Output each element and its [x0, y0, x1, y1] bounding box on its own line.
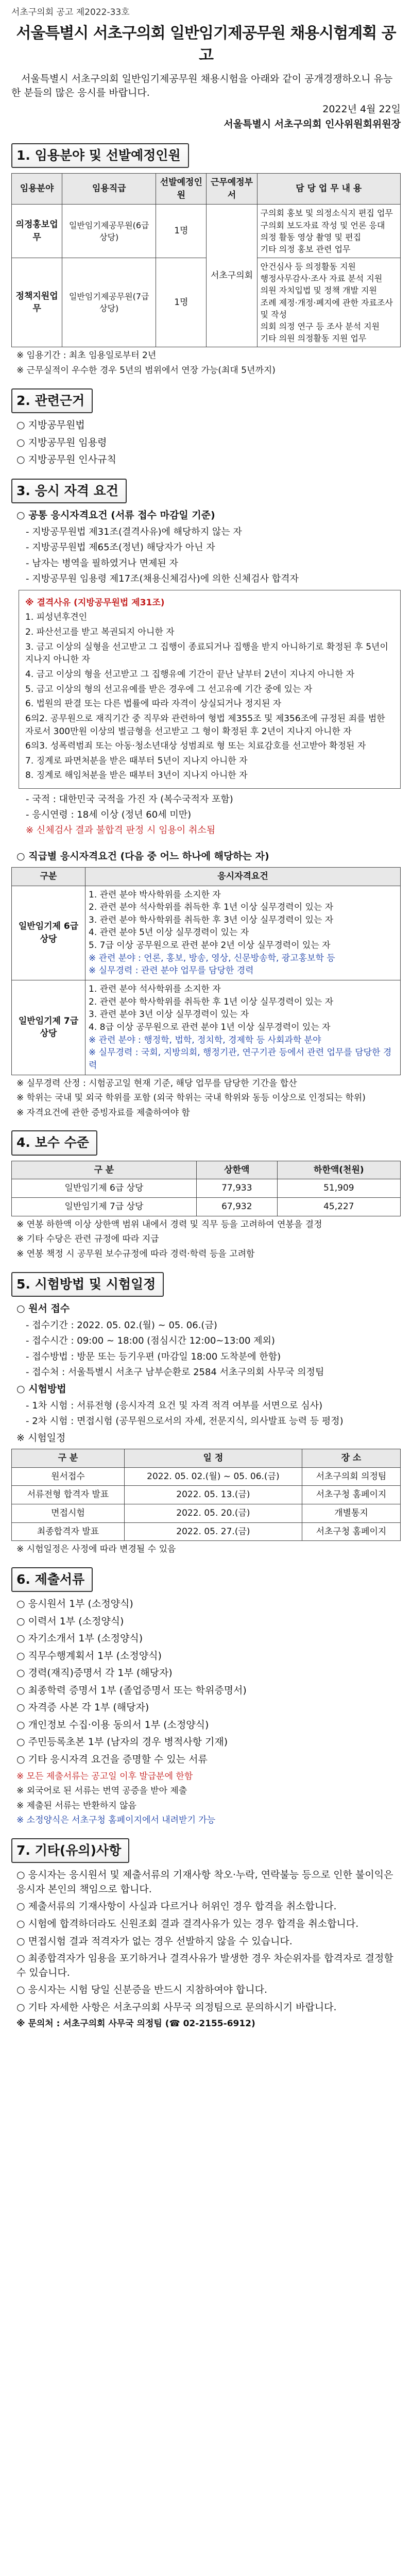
req-cell	[85, 886, 401, 980]
grade-cell: 일반임기제 7급 상당	[12, 1197, 197, 1216]
list-item: ○ 기타 자세한 사항은 서초구의회 사무국 의정팀으로 문의하시기 바랍니다.	[16, 2001, 337, 2013]
req-item: 2. 관련 분야 석사학위를 취득한 후 1년 이상 실무경력이 있는 자	[89, 902, 334, 913]
section-title: 1. 임용분야 및 선발예정인원	[11, 143, 189, 168]
req-item: 4. 관련 분야 5년 이상 실무경력이 있는 자	[89, 927, 249, 938]
col-header: 상한액	[196, 1161, 277, 1179]
list-heading: ○ 원서 접수	[16, 1302, 70, 1314]
grade-cell: 일반임기제 7급 상당	[12, 980, 85, 1075]
note: ※ 시험일정은 사정에 따라 변경될 수 있음	[16, 1544, 176, 1555]
duty-item: 기타 의원 의정활동 지원 업무	[260, 333, 367, 344]
grade-cell: 일반임기제 6급 상당	[12, 1179, 197, 1198]
grade-cell: 일반임기제공무원(7급 상당)	[62, 258, 156, 347]
notice-org: 서울특별시 서초구의회 인사위원회위원장	[224, 118, 401, 130]
duties-cell	[257, 205, 400, 258]
section-title: 2. 관련근거	[11, 388, 93, 413]
duty-item: 조례 제정·개정·폐지에 관한 자료조사 및 작성	[260, 297, 393, 319]
req-item: ※ 관련 분야 : 언론, 홍보, 방송, 영상, 신문방송학, 광고홍보학 등	[89, 953, 335, 963]
note: ※ 제출된 서류는 반환하지 않음	[16, 1800, 136, 1811]
req-item: ※ 실무경력 : 관련 분야 업무를 담당한 경력	[89, 965, 254, 976]
note: ※ 소정양식은 서초구청 홈페이지에서 내려받기 가능	[16, 1815, 216, 1826]
col-header: 구 분	[12, 1161, 197, 1179]
recruit-table	[11, 173, 401, 347]
requirements-table	[11, 867, 401, 1075]
disqualification-box	[19, 590, 401, 789]
box-item: 6. 법원의 판결 또는 다른 법률에 따라 자격이 상실되거나 정지된 자	[25, 699, 282, 709]
list-item: ○ 직무수행계획서 1부 (소정양식)	[16, 1650, 162, 1662]
list-item: - 지방공무원법 제65조(정년) 해당자가 아닌 자	[26, 542, 215, 553]
list-item: ○ 지방공무원법	[16, 419, 85, 431]
table-row	[12, 886, 401, 980]
section-title: 4. 보수 수준	[11, 1130, 97, 1155]
note: ※ 학위는 국내 및 외국 학위를 포함 (외국 학위는 국내 학위와 동등 이상으로 인정되는 학위)	[16, 1093, 366, 1104]
list-item: ○ 지방공무원 인사규칙	[16, 454, 116, 466]
duty-item: 기타 의정 홍보 관련 업무	[260, 244, 351, 254]
req-item: ※ 관련 분야 : 행정학, 법학, 정치학, 경제학 등 사회과학 분야	[89, 1035, 321, 1045]
notice-date: 2022년 4월 22일	[322, 103, 401, 115]
date-cell: 2022. 05. 27.(금)	[124, 1522, 302, 1541]
list-item: - 1차 시험 : 서류전형 (응시자격 요건 및 자격 적격 여부를 서면으로 심사)	[26, 1400, 323, 1412]
notice-intro: 서울특별시 서초구의회 일반임기제공무원 채용시험을 아래와 같이 공개경쟁하오니 유능한 분들의 많은 응시를 바랍니다.	[11, 73, 393, 99]
place-cell: 서초구의회 의정팀	[302, 1467, 400, 1486]
field-cell: 의정홍보업무	[12, 205, 62, 258]
list-item: - 접수처 : 서울특별시 서초구 남부순환로 2584 서초구의회 사무국 의정팀	[26, 1366, 324, 1378]
list-item: ○ 시험에 합격하더라도 신원조회 결과 결격사유가 있는 경우 합격을 취소합니다.	[16, 1918, 359, 1930]
table-row	[12, 1197, 401, 1216]
section-4	[11, 1130, 401, 1155]
section-title: 5. 시험방법 및 시험일정	[11, 1272, 164, 1297]
req-item: 5. 7급 이상 공무원으로 관련 분야 2년 이상 실무경력이 있는 자	[89, 940, 331, 951]
place-cell: 서초구청 홈페이지	[302, 1486, 400, 1504]
col-header: 장 소	[302, 1449, 400, 1468]
date-cell: 2022. 05. 13.(금)	[124, 1486, 302, 1504]
schedule-table	[11, 1449, 401, 1541]
place-cell: 개별통지	[302, 1504, 400, 1522]
col-header: 임용직급	[62, 174, 156, 205]
list-item: ※ 신체검사 결과 불합격 판정 시 임용이 취소됨	[26, 825, 216, 836]
note: ※ 근무실적이 우수한 경우 5년의 범위에서 연장 가능(최대 5년까지)	[16, 365, 276, 376]
col-header: 구 분	[12, 1449, 125, 1468]
list-item: ○ 이력서 1부 (소정양식)	[16, 1615, 124, 1627]
note: ※ 자격요건에 관한 증빙자료를 제출하여야 함	[16, 1107, 190, 1118]
box-item: 6의3. 성폭력범죄 또는 아동·청소년대상 성범죄로 형 또는 치료감호를 선고받아 확정된 자	[25, 741, 366, 752]
section-title: 3. 응시 자격 요건	[11, 479, 127, 503]
note: ※ 연봉 하한액 이상 상한액 범위 내에서 경력 및 직무 등을 고려하여 연봉을 결정	[16, 1219, 322, 1230]
list-item: ○ 제출서류의 기재사항이 사실과 다르거나 허위인 경우 합격을 취소합니다.	[16, 1901, 337, 1912]
table-row	[12, 1522, 401, 1541]
list-item: ○ 경력(재직)증명서 각 1부 (해당자)	[16, 1667, 173, 1679]
place-cell: 서초구청 홈페이지	[302, 1522, 400, 1541]
stage-cell: 서류전형 합격자 발표	[12, 1486, 125, 1504]
box-item: 1. 피성년후견인	[25, 612, 88, 623]
box-item: 4. 금고 이상의 형을 선고받고 그 집행유예 기간이 끝난 날부터 2년이 지나지 아니한 자	[25, 669, 355, 680]
grade-cell: 일반임기제공무원(6급 상당)	[62, 205, 156, 258]
list-heading: ○ 직급별 응시자격요건 (다음 중 어느 하나에 해당하는 자)	[16, 851, 269, 862]
stage-cell: 최종합격자 발표	[12, 1522, 125, 1541]
section-6	[11, 1567, 401, 1592]
list-item: - 응시연령 : 18세 이상 (정년 60세 미만)	[26, 809, 192, 821]
duty-item: 구의회 보도자료 작성 및 언론 응대	[260, 220, 385, 230]
box-item: 2. 파산선고를 받고 복권되지 아니한 자	[25, 627, 175, 638]
duty-item: 의회 의정 연구 등 조사 분석 지원	[260, 321, 380, 332]
table-row	[12, 1179, 401, 1198]
list-heading: ○ 공통 응시자격요건 (서류 접수 마감일 기준)	[16, 509, 215, 521]
list-item: ○ 응시자는 시험 당일 신분증을 반드시 지참하여야 합니다.	[16, 1984, 268, 1996]
req-item: 1. 관련 분야 박사학위를 소지한 자	[89, 889, 221, 900]
col-header: 하한액(천원)	[277, 1161, 400, 1179]
list-item: ○ 기타 응시자격 요건을 증명할 수 있는 서류	[16, 1754, 208, 1766]
req-item: 1. 관련 분야 석사학위를 소지한 자	[89, 984, 221, 995]
upper-cell: 67,932	[196, 1197, 277, 1216]
note: ※ 모든 제출서류는 공고일 이후 발급분에 한함	[16, 1771, 193, 1782]
section-title: 6. 제출서류	[11, 1567, 93, 1592]
req-item: 2. 관련 분야 학사학위를 취득한 후 1년 이상 실무경력이 있는 자	[89, 996, 334, 1007]
duties-cell	[257, 258, 400, 347]
box-item: 3. 금고 이상의 실형을 선고받고 그 집행이 종료되거나 집행을 받지 아니하기로 확정된 후 5년이 지나지 아니한 자	[25, 641, 388, 665]
note: ※ 임용기간 : 최초 임용일로부터 2년	[16, 350, 157, 361]
section-3	[11, 479, 401, 503]
section-5	[11, 1272, 401, 1297]
table-row	[12, 205, 401, 258]
box-title: ※ 결격사유 (지방공무원법 제31조)	[25, 597, 165, 608]
list-item: - 국적 : 대한민국 국적을 가진 자 (복수국적자 포함)	[26, 794, 233, 805]
col-header: 임용분야	[12, 174, 62, 205]
col-header: 응시자격요건	[85, 867, 401, 886]
col-header: 일 정	[124, 1449, 302, 1468]
req-item: ※ 실무경력 : 국회, 지방의회, 행정기관, 연구기관 등에서 관련 업무를 담당한 경력	[89, 1047, 392, 1071]
box-item: 5. 금고 이상의 형의 선고유예를 받은 경우에 그 선고유예 기간 중에 있는 자	[25, 684, 313, 694]
duty-item: 행정사무감사·조사 자료 분석 지원	[260, 274, 383, 284]
duty-item: 의원 자치입법 및 정책 개발 지원	[260, 285, 377, 296]
list-item: - 지방공무원법 제31조(결격사유)에 해당하지 않는 자	[26, 527, 242, 538]
col-header: 담 당 업 무 내 용	[257, 174, 400, 205]
col-header: 근무예정부서	[207, 174, 257, 205]
table-row	[12, 1486, 401, 1504]
section-2	[11, 388, 401, 413]
list-item: ○ 최종학력 증명서 1부 (졸업증명서 또는 학위증명서)	[16, 1684, 247, 1696]
list-item: ○ 면접시험 결과 적격자가 없는 경우 선발하지 않을 수 있습니다.	[16, 1935, 293, 1947]
req-cell	[85, 980, 401, 1075]
section-title: 7. 기타(유의)사항	[11, 1838, 129, 1863]
note: ※ 외국어로 된 서류는 번역 공증을 받아 제출	[16, 1786, 187, 1797]
contact-note: ※ 문의처 : 서초구의회 사무국 의정팀 (☎ 02-2155-6912)	[16, 2019, 255, 2029]
list-item: - 접수방법 : 방문 또는 등기우편 (마감일 18:00 도착분에 한함)	[26, 1351, 281, 1362]
duty-item: 안건심사 등 의정활동 지원	[260, 262, 356, 272]
table-row	[12, 980, 401, 1075]
list-item: - 접수기간 : 2022. 05. 02.(월) ~ 05. 06.(금)	[26, 1320, 217, 1331]
table-caption: ※ 시험일정	[16, 1432, 66, 1444]
lower-cell: 45,227	[277, 1197, 400, 1216]
req-item: 3. 관련 분야 학사학위를 취득한 후 3년 이상 실무경력이 있는 자	[89, 914, 334, 925]
date-cell: 2022. 05. 02.(월) ~ 05. 06.(금)	[124, 1467, 302, 1486]
field-cell: 정책지원업무	[12, 258, 62, 347]
col-header: 구분	[12, 867, 85, 886]
box-item: 8. 징계로 해임처분을 받은 때부터 3년이 지나지 아니한 자	[25, 770, 248, 781]
section-7	[11, 1838, 401, 1863]
box-item: 6의2. 공무원으로 재직기간 중 직무와 관련하여 형법 제355조 및 제356조에 규정된 죄를 범한 자로서 300만원 이상의 벌금형을 선고받고 그 형이 확정된 후 2년이 지나지 아니한 자	[25, 713, 385, 737]
list-item: ○ 자격증 사본 각 1부 (해당자)	[16, 1702, 149, 1714]
duty-item: 의정 활동 영상 촬영 및 편집	[260, 232, 362, 242]
note: ※ 기타 수당은 관련 규정에 따라 지급	[16, 1234, 159, 1245]
dept-cell: 서초구의회	[207, 205, 257, 347]
count-cell: 1명	[156, 258, 207, 347]
note: ※ 실무경력 산정 : 시험공고일 현재 기준, 해당 업무를 담당한 기간을 합산	[16, 1078, 297, 1089]
notice-number: 서초구의회 공고 제2022-33호	[11, 7, 130, 18]
salary-table	[11, 1161, 401, 1216]
req-item: 4. 8급 이상 공무원으로 관련 분야 1년 이상 실무경력이 있는 자	[89, 1022, 331, 1032]
section-1	[11, 143, 401, 168]
list-item: ○ 최종합격자가 임용을 포기하거나 결격사유가 발생한 경우 차순위자를 합격자로 결정할 수 있습니다.	[16, 1953, 393, 1978]
list-item: ○ 개인정보 수집·이용 동의서 1부 (소정양식)	[16, 1719, 209, 1731]
list-item: ○ 주민등록초본 1부 (남자의 경우 병적사항 기재)	[16, 1736, 228, 1748]
table-row	[12, 258, 401, 347]
list-heading: ○ 시험방법	[16, 1383, 66, 1395]
table-row	[12, 1467, 401, 1486]
list-item: ○ 지방공무원 임용령	[16, 436, 107, 448]
date-cell: 2022. 05. 20.(금)	[124, 1504, 302, 1522]
req-item: 3. 관련 분야 3년 이상 실무경력이 있는 자	[89, 1009, 249, 1020]
stage-cell: 면접시험	[12, 1504, 125, 1522]
notice-title: 서울특별시 서초구의회 일반임기제공무원 채용시험계획 공고	[16, 24, 396, 65]
table-row	[12, 1504, 401, 1522]
lower-cell: 51,909	[277, 1179, 400, 1198]
list-item: ○ 자기소개서 1부 (소정양식)	[16, 1633, 143, 1645]
col-header: 선발예정인원	[156, 174, 207, 205]
grade-cell: 일반임기제 6급 상당	[12, 886, 85, 980]
duty-item: 구의회 홍보 및 의정소식지 편집 업무	[260, 208, 393, 218]
upper-cell: 77,933	[196, 1179, 277, 1198]
list-item: - 2차 시험 : 면접시험 (공무원으로서의 자세, 전문지식, 의사발표 능력 등 평정)	[26, 1416, 344, 1427]
stage-cell: 원서접수	[12, 1467, 125, 1486]
count-cell: 1명	[156, 205, 207, 258]
list-item: ○ 응시자는 응시원서 및 제출서류의 기재사항 착오·누락, 연락불능 등으로 인한 불이익은 응시자 본인의 책임으로 합니다.	[16, 1869, 393, 1895]
list-item: - 접수시간 : 09:00 ~ 18:00 (점심시간 12:00~13:00 제외)	[26, 1335, 275, 1347]
list-item: - 남자는 병역을 필하였거나 면제된 자	[26, 557, 178, 569]
box-item: 7. 징계로 파면처분을 받은 때부터 5년이 지나지 아니한 자	[25, 755, 248, 766]
list-item: ○ 응시원서 1부 (소정양식)	[16, 1598, 133, 1610]
list-item: - 지방공무원 임용령 제17조(채용신체검사)에 의한 신체검사 합격자	[26, 573, 299, 584]
note: ※ 연봉 책정 시 공무원 보수규정에 따라 경력·학력 등을 고려함	[16, 1248, 255, 1259]
